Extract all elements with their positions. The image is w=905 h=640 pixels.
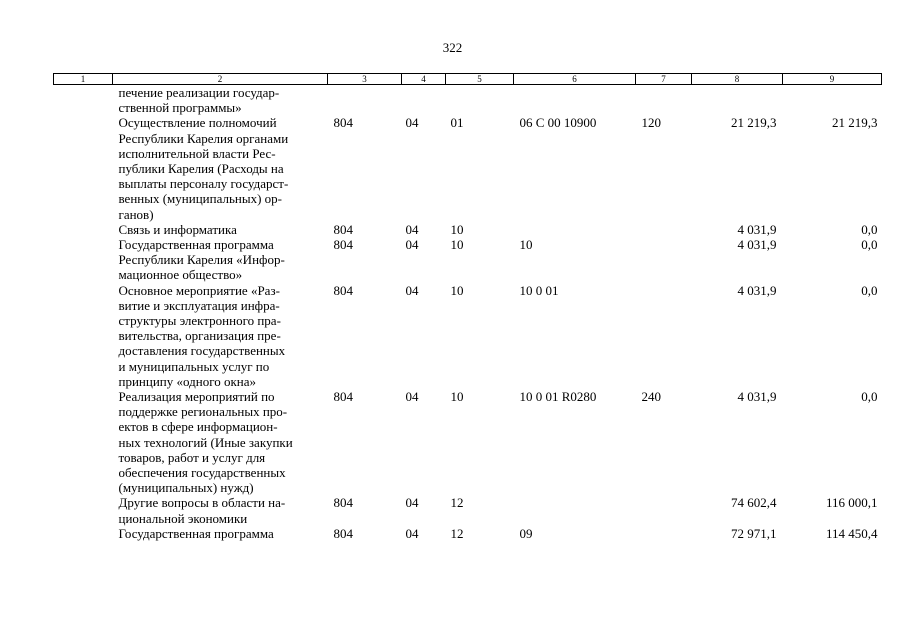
target-item-code: 10 bbox=[519, 237, 533, 253]
row-number-cell bbox=[54, 526, 113, 541]
department-code: 804 bbox=[333, 525, 353, 541]
description-line: венных (муниципальных) ор- bbox=[118, 191, 282, 207]
description-line: печение реализации государ- bbox=[118, 85, 280, 100]
description-line: обеспечения государственных bbox=[118, 465, 286, 481]
section-code: 04 bbox=[405, 389, 419, 405]
description-line: поддержке региональных про- bbox=[118, 404, 288, 420]
amount-col-8: 72 971,1 bbox=[731, 525, 777, 541]
description-line: (муниципальных) нужд) bbox=[118, 480, 254, 496]
row-number-cell bbox=[54, 115, 113, 221]
table-header bbox=[54, 74, 882, 85]
description-line: выплаты персоналу государст- bbox=[118, 176, 289, 192]
column-header-8: 8 bbox=[692, 74, 783, 85]
department-code: 804 bbox=[333, 237, 353, 253]
page-number: 322 bbox=[442, 40, 463, 55]
target-item-code bbox=[514, 222, 636, 237]
description-line: ганов) bbox=[118, 206, 154, 222]
target-item-code: 10 0 01 R0280 bbox=[519, 389, 597, 405]
department-code: 804 bbox=[333, 389, 353, 405]
column-header-7: 7 bbox=[636, 74, 692, 85]
description-line: товаров, работ и услуг для bbox=[118, 449, 266, 465]
expense-type-code bbox=[636, 222, 692, 237]
row-number-cell bbox=[54, 237, 113, 283]
row-description bbox=[113, 115, 328, 221]
amount-col-9: 21 219,3 bbox=[832, 115, 878, 131]
row-description bbox=[113, 222, 328, 237]
amount-col-8: 4 031,9 bbox=[737, 389, 777, 405]
expense-type-code bbox=[636, 283, 692, 389]
description-line: ственной программы» bbox=[118, 100, 242, 116]
department-code: 804 bbox=[333, 115, 353, 131]
description-line: ных технологий (Иные закупки bbox=[118, 434, 293, 450]
target-item-code: 09 bbox=[519, 525, 533, 541]
description-line: циональной экономики bbox=[118, 510, 248, 526]
amount-col-8: 4 031,9 bbox=[737, 221, 777, 237]
description-line: доставления государственных bbox=[118, 343, 286, 359]
target-item-code bbox=[514, 85, 636, 116]
amount-col-9: 0,0 bbox=[861, 282, 878, 298]
section-code: 04 bbox=[405, 115, 419, 131]
department-code: 804 bbox=[333, 282, 353, 298]
table-body bbox=[54, 85, 882, 542]
subsection-code: 10 bbox=[450, 237, 464, 253]
description-line: публики Карелия (Расходы на bbox=[118, 161, 284, 177]
amount-col-8: 74 602,4 bbox=[731, 495, 777, 511]
budget-table bbox=[53, 73, 882, 541]
target-item-code bbox=[514, 495, 636, 525]
expense-type-code bbox=[636, 237, 692, 283]
description-line: Другие вопросы в области на- bbox=[118, 495, 286, 511]
expense-type-code: 240 bbox=[641, 389, 661, 405]
column-header-4: 4 bbox=[402, 74, 446, 85]
section-code: 04 bbox=[405, 221, 419, 237]
amount-col-8 bbox=[692, 85, 783, 116]
description-line: ектов в сфере информацион- bbox=[118, 419, 278, 435]
description-line: Государственная программа bbox=[118, 525, 274, 541]
target-item-code: 06 С 00 10900 bbox=[519, 115, 597, 131]
column-header-9: 9 bbox=[783, 74, 882, 85]
table-row bbox=[54, 389, 882, 495]
department-code: 804 bbox=[333, 495, 353, 511]
table-row bbox=[54, 222, 882, 237]
row-number-cell bbox=[54, 283, 113, 389]
description-line: Государственная программа bbox=[118, 237, 274, 253]
description-line: мационное общество» bbox=[118, 267, 243, 283]
amount-col-9: 116 000,1 bbox=[825, 495, 878, 511]
description-line: структуры электронного пра- bbox=[118, 313, 281, 329]
subsection-code: 10 bbox=[450, 282, 464, 298]
amount-col-9: 0,0 bbox=[861, 389, 878, 405]
subsection-code: 10 bbox=[450, 389, 464, 405]
description-line: вительства, организация пре- bbox=[118, 328, 281, 344]
table-row bbox=[54, 526, 882, 541]
target-item-code: 10 0 01 bbox=[519, 282, 559, 298]
row-number-cell bbox=[54, 222, 113, 237]
row-description bbox=[113, 283, 328, 389]
column-header-1: 1 bbox=[54, 74, 113, 85]
row-description bbox=[113, 237, 328, 283]
row-number-cell bbox=[54, 495, 113, 525]
table-row bbox=[54, 495, 882, 525]
row-description bbox=[113, 85, 328, 116]
column-number-row bbox=[54, 74, 882, 85]
table-row bbox=[54, 115, 882, 221]
amount-col-9 bbox=[783, 85, 882, 116]
description-line: Осуществление полномочий bbox=[118, 115, 277, 131]
subsection-code: 10 bbox=[450, 221, 464, 237]
subsection-code bbox=[446, 85, 514, 116]
description-line: исполнительной власти Рес- bbox=[118, 145, 276, 161]
amount-col-9: 0,0 bbox=[861, 237, 878, 253]
amount-col-8: 4 031,9 bbox=[737, 237, 777, 253]
section-code: 04 bbox=[405, 282, 419, 298]
column-header-6: 6 bbox=[514, 74, 636, 85]
expense-type-code bbox=[636, 526, 692, 541]
description-line: Реализация мероприятий по bbox=[118, 389, 275, 405]
amount-col-9: 0,0 bbox=[861, 221, 878, 237]
department-code: 804 bbox=[333, 221, 353, 237]
description-line: витие и эксплуатация инфра- bbox=[118, 297, 280, 313]
section-code bbox=[402, 85, 446, 116]
row-description bbox=[113, 526, 328, 541]
subsection-code: 12 bbox=[450, 525, 464, 541]
column-header-3: 3 bbox=[328, 74, 402, 85]
amount-col-9: 114 450,4 bbox=[825, 525, 878, 541]
section-code: 04 bbox=[405, 495, 419, 511]
expense-type-code: 120 bbox=[641, 115, 661, 131]
table-row bbox=[54, 237, 882, 283]
department-code bbox=[328, 85, 402, 116]
description-line: Республики Карелия органами bbox=[118, 130, 289, 146]
row-description bbox=[113, 389, 328, 495]
row-description bbox=[113, 495, 328, 525]
row-number-cell bbox=[54, 389, 113, 495]
description-line: Республики Карелия «Инфор- bbox=[118, 252, 285, 268]
table-row bbox=[54, 85, 882, 116]
expense-type-code bbox=[636, 495, 692, 525]
description-line: Связь и информатика bbox=[118, 221, 237, 237]
section-code: 04 bbox=[405, 525, 419, 541]
subsection-code: 12 bbox=[450, 495, 464, 511]
row-number-cell bbox=[54, 85, 113, 116]
amount-col-8: 21 219,3 bbox=[731, 115, 777, 131]
amount-col-8: 4 031,9 bbox=[737, 282, 777, 298]
table-row bbox=[54, 283, 882, 389]
description-line: Основное мероприятие «Раз- bbox=[118, 282, 280, 298]
expense-type-code bbox=[636, 85, 692, 116]
section-code: 04 bbox=[405, 237, 419, 253]
column-header-2: 2 bbox=[113, 74, 328, 85]
subsection-code: 01 bbox=[450, 115, 464, 131]
description-line: и муниципальных услуг по bbox=[118, 358, 270, 374]
description-line: принципу «одного окна» bbox=[118, 373, 256, 389]
column-header-5: 5 bbox=[446, 74, 514, 85]
